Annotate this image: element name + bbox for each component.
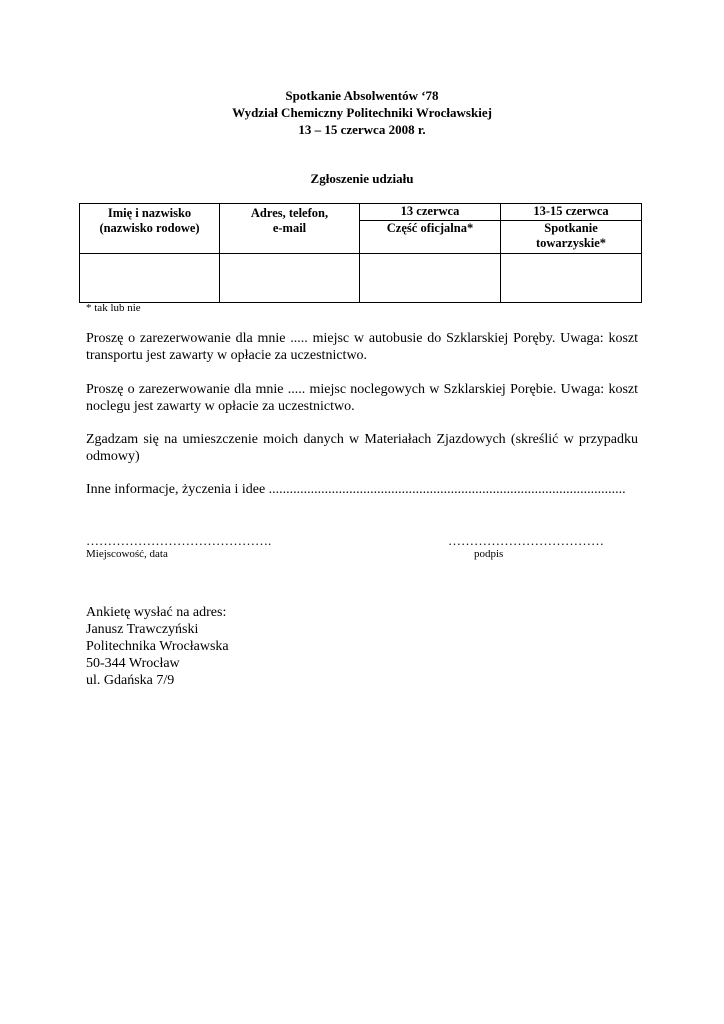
other-info-text: Inne informacje, życzenia i idee ......................................................................................................	[86, 482, 626, 497]
address-name: Janusz Trawczyński	[86, 622, 199, 637]
consent-text: Zgadzam się na umieszczenie moich danych w Materiałach Zjazdowych (skreślić w przypadku odmowy)	[86, 432, 638, 464]
header-social-label-2: towarzyskie*	[535, 236, 607, 251]
social-entry-cell[interactable]	[501, 254, 642, 303]
header-email-label: e-mail	[272, 221, 307, 235]
registration-table	[79, 203, 642, 303]
header-contact-label: Adres, telefon,	[250, 206, 329, 220]
header-day-label: 13 czerwca	[400, 204, 460, 218]
header-event-title: Spotkanie Absolwentów ‘78	[285, 88, 439, 103]
address-organization: Politechnika Wrocławska	[86, 639, 229, 654]
address-city: 50-344 Wrocław	[86, 656, 180, 671]
header-maiden-name-label: (nazwisko rodowe)	[99, 221, 200, 235]
header-name-label: Imię i nazwisko	[107, 206, 192, 220]
signature-line: ………………………………	[448, 533, 604, 548]
bus-reservation-text: Proszę o zarezerwowanie dla mnie ..... miejsc w autobusie do Szklarskiej Poręby. Uwaga: koszt transportu jest zawarty w opłacie za uczestnictwo.	[86, 331, 638, 363]
form-title: Zgłoszenie udziału	[310, 171, 414, 186]
address-intro: Ankietę wysłać na adres:	[86, 605, 227, 620]
header-official-label: Część oficjalna*	[386, 221, 474, 236]
signature-label: podpis	[474, 548, 504, 560]
header-day-cell	[360, 204, 501, 221]
header-social-cell	[501, 221, 642, 254]
header-social-label: Spotkanie	[544, 221, 598, 236]
mailing-address	[86, 604, 229, 689]
name-entry-cell[interactable]	[80, 254, 220, 303]
header-official-cell	[360, 221, 501, 254]
contact-entry-cell[interactable]	[220, 254, 360, 303]
header-contact-cell	[220, 204, 360, 254]
header-dates: 13 – 15 czerwca 2008 r.	[298, 122, 426, 137]
lodging-reservation-text: Proszę o zarezerwowanie dla mnie ..... miejsc noclegowych w Szklarskiej Porębie. Uwaga: koszt noclegu jest zawarty w opłacie za uczestnictwo.	[86, 382, 638, 414]
address-street: ul. Gdańska 7/9	[86, 673, 175, 688]
header-range-cell	[501, 204, 642, 221]
place-date-line: …………………………………….	[86, 533, 272, 548]
header-range-label: 13-15 czerwca	[533, 204, 609, 218]
header-faculty: Wydział Chemiczny Politechniki Wrocławskiej	[232, 105, 492, 120]
header-name-cell	[80, 204, 220, 254]
official-entry-cell[interactable]	[360, 254, 501, 303]
table-footnote: * tak lub nie	[86, 302, 141, 314]
place-date-label: Miejscowość, data	[86, 548, 168, 560]
